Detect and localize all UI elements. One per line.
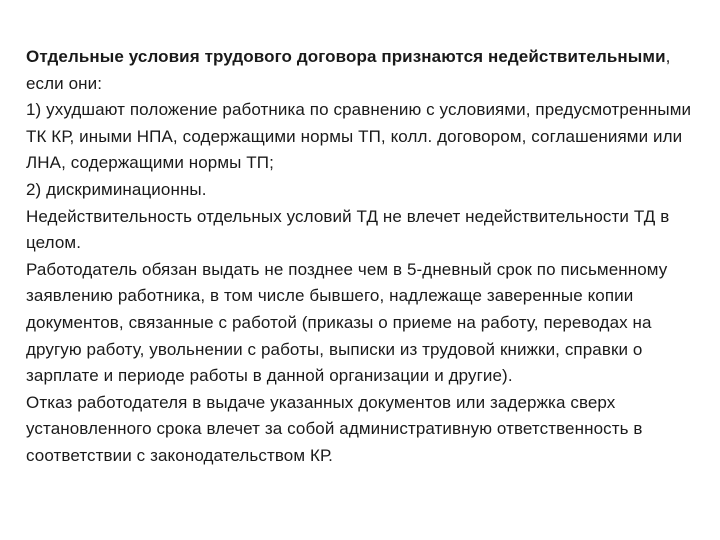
heading-bold-text: Отдельные условия трудового договора признаются недействительными bbox=[26, 47, 666, 66]
paragraph-refusal-liability: Отказ работодателя в выдаче указанных документов или задержка сверх установленного срока влечет за собой административную ответственность в соответствии с законодательством КР. bbox=[26, 392, 643, 465]
paragraph-condition-2: 2) дискриминационны. bbox=[26, 179, 207, 199]
heading-line bbox=[26, 44, 706, 97]
paragraph-invalidity: Недействительность отдельных условий ТД не влечет недействительности ТД в целом. bbox=[26, 206, 670, 253]
slide-text-body bbox=[26, 44, 706, 470]
heading-rest-text: , если они: bbox=[26, 47, 671, 93]
paragraph-employer-obligation: Работодатель обязан выдать не позднее чем в 5-дневный срок по письменному заявлению работника, в том числе бывшего, надлежаще заверенные копии документов, связанные с работой (приказы о приеме на работу, переводах на другую работу, увольнении с работы, выписки из трудовой книжки, справки о зарплате и периоде работы в данной организации и другие). bbox=[26, 259, 668, 386]
paragraph-condition-1: 1) ухудшают положение работника по сравнению с условиями, предусмотренными ТК КР, иными НПА, содержащими нормы ТП, колл. договором, соглашениями или ЛНА, содержащими нормы ТП; bbox=[26, 100, 692, 173]
